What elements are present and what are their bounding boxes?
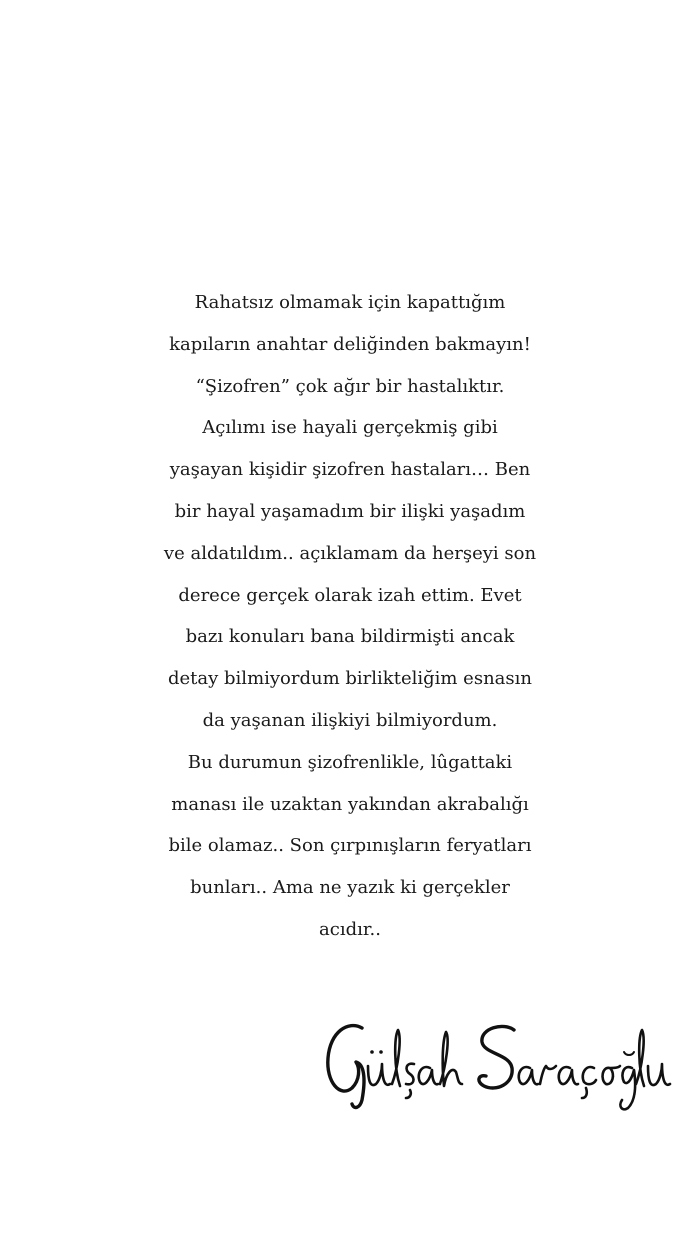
statement-line: bile olamaz.. Son çırpınışların feryatları: [168, 835, 532, 857]
signature-graphic: [318, 1008, 678, 1118]
statement-text: [0, 282, 700, 951]
statement-line: acıdır..: [319, 918, 381, 940]
statement-line: ve aldatıldım.. açıklamam da herşeyi son: [163, 542, 537, 564]
statement-line: Rahatsız olmamak için kapattığım: [194, 292, 506, 313]
statement-line: detay bilmiyordum birlikteliğim esnasın: [168, 668, 532, 690]
statement-line: Açılımı ise hayali gerçekmiş gibi: [202, 417, 498, 439]
statement-line: Bu durumun şizofrenlikle, lûgattaki: [187, 751, 513, 773]
statement-line: da yaşanan ilişkiyi bilmiyordum.: [202, 709, 498, 731]
statement-line: bir hayal yaşamadım bir ilişki yaşadım: [174, 500, 526, 522]
handwritten-signature: [318, 1008, 678, 1118]
statement-line: “Şizofren” çok ağır bir hastalıktır.: [195, 375, 505, 397]
statement-line: bunları.. Ama ne yazık ki gerçekler: [190, 877, 510, 899]
statement-line: kapıların anahtar deliğinden bakmayın!: [169, 333, 531, 355]
statement-line: derece gerçek olarak izah ettim. Evet: [178, 584, 522, 606]
statement-line: manası ile uzaktan yakından akrabalığı: [171, 793, 529, 815]
statement-line: bazı konuları bana bildirmişti ancak: [185, 626, 515, 648]
statement-line: yaşayan kişidir şizofren hastaları… Ben: [169, 459, 531, 481]
